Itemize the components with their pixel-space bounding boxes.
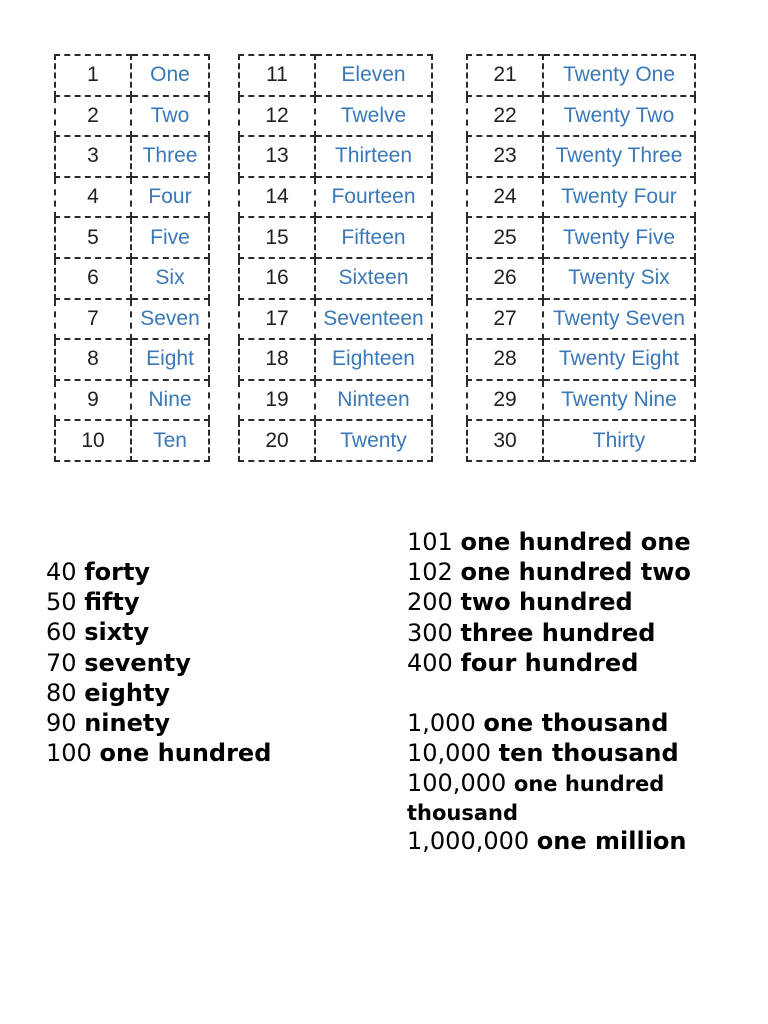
word-cell: Eleven	[315, 55, 432, 96]
word-cell: Twelve	[315, 96, 432, 137]
word-cell: Three	[131, 136, 209, 177]
number-label: 100	[46, 739, 92, 768]
word-cell: Twenty Two	[543, 96, 695, 137]
table-row	[467, 339, 695, 380]
word-cell: Fourteen	[315, 177, 432, 218]
number-word-continued: thousand	[407, 800, 519, 825]
list-item	[46, 587, 271, 617]
number-cell: 20	[239, 420, 315, 461]
number-cell: 16	[239, 258, 315, 299]
word-cell: Twenty Seven	[543, 299, 695, 340]
word-cell: Four	[131, 177, 209, 218]
numbers-table-21-to-30	[466, 54, 696, 462]
list-item	[407, 768, 691, 825]
word-cell: Ten	[131, 420, 209, 461]
number-word: sixty	[84, 618, 150, 647]
word-cell: Twenty Three	[543, 136, 695, 177]
word-cell: Eight	[131, 339, 209, 380]
table-row	[55, 299, 209, 340]
number-cell: 30	[467, 420, 543, 461]
table-row	[467, 420, 695, 461]
list-item	[46, 648, 271, 678]
list-item	[407, 527, 691, 557]
number-cell: 10	[55, 420, 131, 461]
number-word: one million	[536, 826, 687, 855]
list-item	[46, 678, 271, 708]
number-cell: 1	[55, 55, 131, 96]
spacer	[407, 678, 691, 708]
number-cell: 13	[239, 136, 315, 177]
number-cell: 5	[55, 217, 131, 258]
number-label: 90	[46, 709, 77, 738]
word-cell: Eighteen	[315, 339, 432, 380]
tens-list	[46, 557, 271, 768]
number-cell: 3	[55, 136, 131, 177]
word-cell: One	[131, 55, 209, 96]
number-word: seventy	[84, 648, 191, 677]
numbers-table-1-to-10	[54, 54, 210, 462]
table-row	[467, 55, 695, 96]
word-cell: Thirteen	[315, 136, 432, 177]
table-row	[55, 258, 209, 299]
word-cell: Twenty Five	[543, 217, 695, 258]
number-word: ten thousand	[498, 739, 679, 768]
list-item	[407, 557, 691, 587]
list-item	[46, 738, 271, 768]
number-cell: 29	[467, 380, 543, 421]
number-word: one hundred one	[460, 528, 691, 556]
number-label: 70	[46, 648, 77, 677]
table-row	[467, 217, 695, 258]
number-cell: 22	[467, 96, 543, 137]
number-label: 10,000	[407, 739, 491, 768]
number-label: 1,000	[407, 709, 476, 738]
number-cell: 8	[55, 339, 131, 380]
table-row	[55, 55, 209, 96]
number-cell: 15	[239, 217, 315, 258]
table-row	[467, 258, 695, 299]
number-label: 100,000	[407, 769, 507, 798]
number-word: one hundred	[99, 739, 272, 768]
word-cell: Seven	[131, 299, 209, 340]
number-label: 101	[407, 528, 453, 556]
number-label: 200	[407, 588, 453, 617]
number-label: 80	[46, 678, 77, 707]
list-item	[46, 617, 271, 647]
table-row	[55, 96, 209, 137]
list-item	[46, 557, 271, 587]
number-cell: 28	[467, 339, 543, 380]
list-item	[407, 826, 691, 856]
number-label: 40	[46, 558, 77, 586]
word-cell: Ninteen	[315, 380, 432, 421]
table-row	[55, 420, 209, 461]
number-label: 102	[407, 558, 453, 587]
word-cell: Twenty Nine	[543, 380, 695, 421]
number-word: one hundred	[513, 772, 665, 797]
number-cell: 18	[239, 339, 315, 380]
word-cell: Twenty Four	[543, 177, 695, 218]
number-cell: 6	[55, 258, 131, 299]
number-word: eighty	[84, 678, 171, 707]
table-row	[467, 380, 695, 421]
table-row	[239, 258, 432, 299]
table-row	[467, 96, 695, 137]
number-word: four hundred	[460, 648, 639, 677]
number-word: one thousand	[483, 709, 669, 738]
number-label: 300	[407, 618, 453, 647]
table-row	[239, 136, 432, 177]
word-cell: Thirty	[543, 420, 695, 461]
list-item	[46, 708, 271, 738]
table-row	[239, 55, 432, 96]
number-cell: 27	[467, 299, 543, 340]
table-row	[55, 177, 209, 218]
number-label: 50	[46, 588, 77, 617]
word-cell: Six	[131, 258, 209, 299]
table-row	[467, 136, 695, 177]
number-cell: 12	[239, 96, 315, 137]
table-row	[55, 217, 209, 258]
number-cell: 21	[467, 55, 543, 96]
word-cell: Twenty Eight	[543, 339, 695, 380]
table-row	[239, 177, 432, 218]
table-row	[239, 217, 432, 258]
number-cell: 4	[55, 177, 131, 218]
number-cell: 17	[239, 299, 315, 340]
table-row	[239, 420, 432, 461]
number-cell: 2	[55, 96, 131, 137]
number-word: forty	[84, 558, 151, 586]
table-row	[239, 339, 432, 380]
number-cell: 26	[467, 258, 543, 299]
number-cell: 7	[55, 299, 131, 340]
table-row	[467, 299, 695, 340]
word-cell: Nine	[131, 380, 209, 421]
list-item	[407, 587, 691, 617]
table-row	[55, 380, 209, 421]
number-cell: 11	[239, 55, 315, 96]
number-cell: 9	[55, 380, 131, 421]
word-cell: Five	[131, 217, 209, 258]
number-word: three hundred	[460, 618, 656, 647]
hundreds-and-large-list	[407, 527, 691, 856]
number-word: fifty	[84, 588, 140, 617]
list-item	[407, 648, 691, 678]
table-row	[467, 177, 695, 218]
number-word: ninety	[84, 709, 170, 738]
table-row	[55, 339, 209, 380]
numbers-table-11-to-20	[238, 54, 433, 462]
number-cell: 19	[239, 380, 315, 421]
number-cell: 25	[467, 217, 543, 258]
word-cell: Sixteen	[315, 258, 432, 299]
list-item	[407, 708, 691, 738]
number-cell: 23	[467, 136, 543, 177]
number-word: one hundred two	[460, 558, 691, 587]
word-cell: Twenty Six	[543, 258, 695, 299]
number-word: two hundred	[460, 588, 633, 617]
number-label: 1,000,000	[407, 826, 530, 855]
table-row	[239, 299, 432, 340]
word-cell: Fifteen	[315, 217, 432, 258]
list-item	[407, 738, 691, 768]
table-row	[55, 136, 209, 177]
word-cell: Seventeen	[315, 299, 432, 340]
table-row	[239, 96, 432, 137]
list-item	[407, 618, 691, 648]
number-label: 400	[407, 648, 453, 677]
number-cell: 14	[239, 177, 315, 218]
word-cell: Twenty One	[543, 55, 695, 96]
table-row	[239, 380, 432, 421]
number-label: 60	[46, 618, 77, 647]
number-cell: 24	[467, 177, 543, 218]
word-cell: Two	[131, 96, 209, 137]
word-cell: Twenty	[315, 420, 432, 461]
